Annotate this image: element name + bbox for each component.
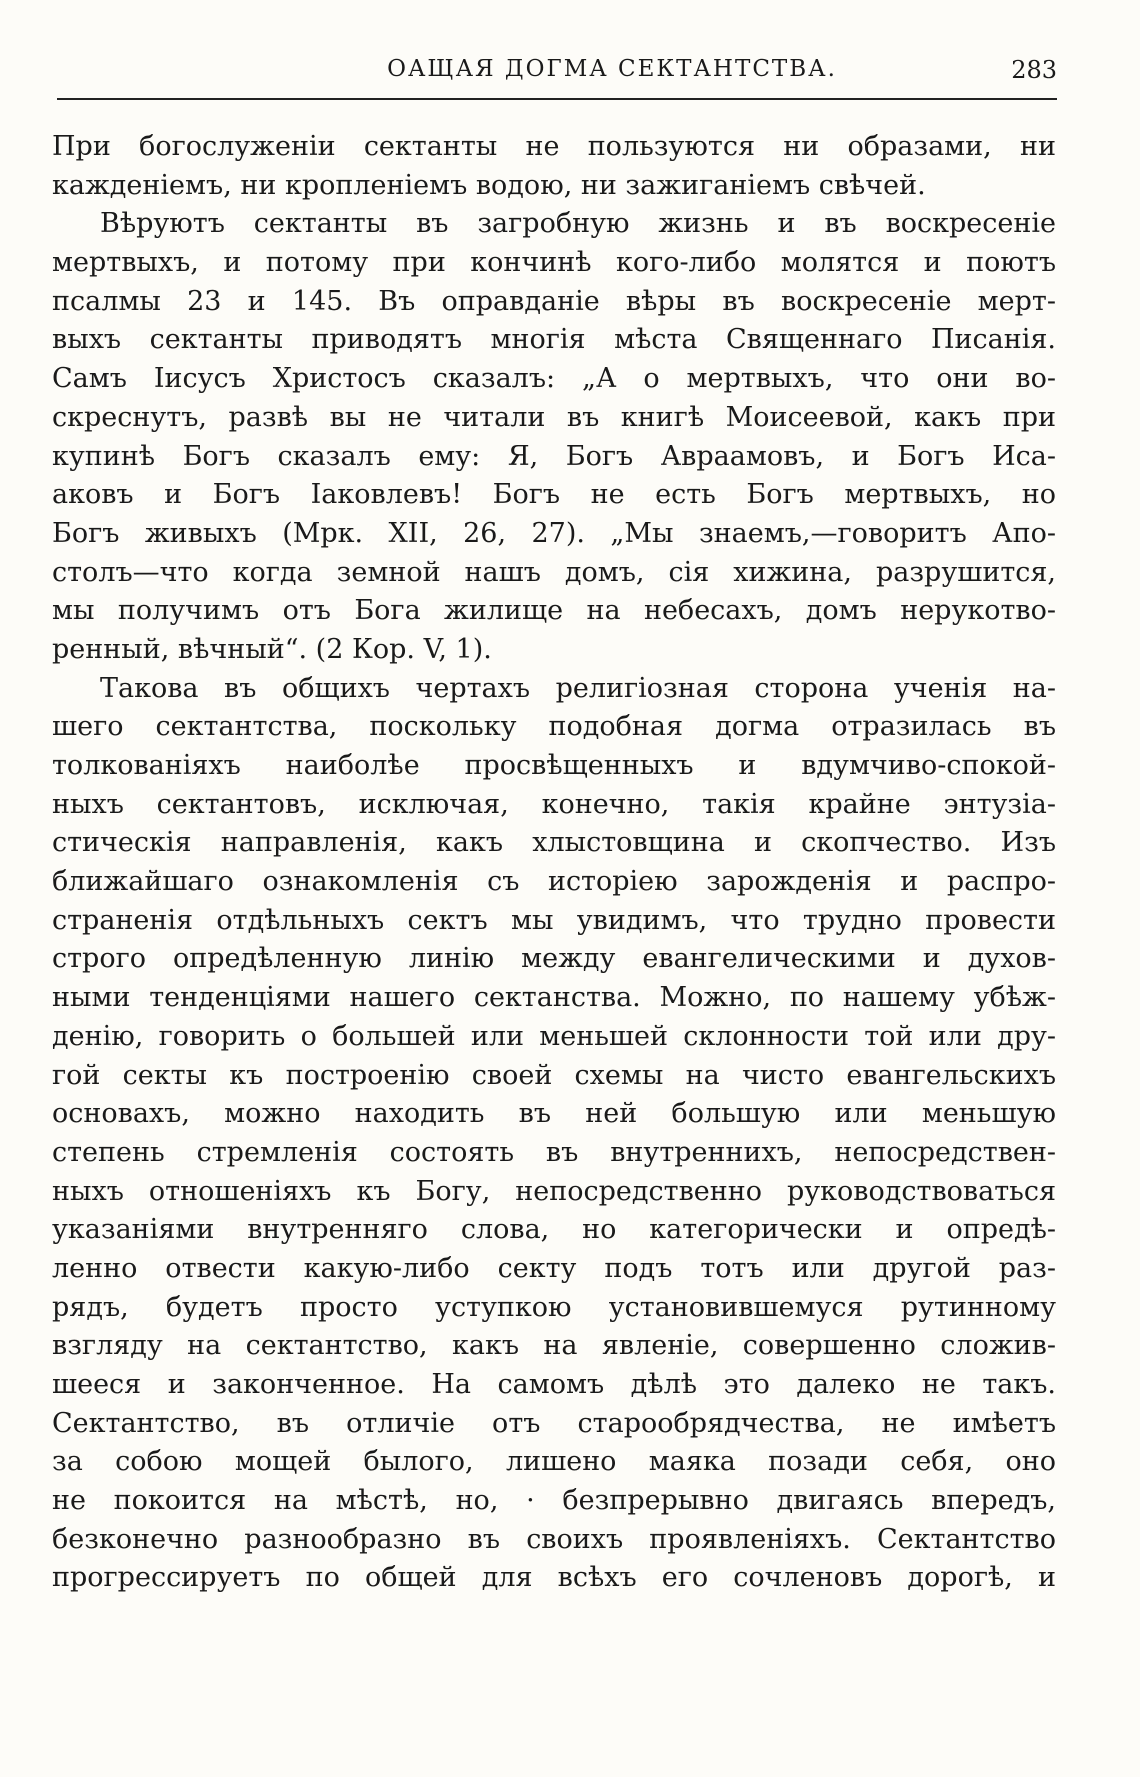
text-line: ными тенденціями нашего сектанства. Можно, по нашему убѣж- <box>52 982 1056 1014</box>
header-rule <box>57 98 1057 100</box>
text-line: Такова въ общихъ чертахъ религіозная сторона ученія на- <box>100 672 1056 704</box>
text-line: мертвыхъ, и потому при кончинѣ кого-либо молятся и поютъ <box>52 247 1056 279</box>
text-line: шего сектантства, поскольку подобная догма отразилась въ <box>52 711 1056 743</box>
text-line: При богослуженіи сектанты не пользуются ни образами, ни <box>52 131 1056 162</box>
text-line: гой секты къ построенію своей схемы на чисто евангельскихъ <box>52 1059 1056 1091</box>
text-line: указаніями внутренняго слова, но категорически и опредѣ- <box>52 1214 1056 1246</box>
text-line: рядъ, будетъ просто уступкою установившемуся рутинному <box>52 1291 1056 1323</box>
text-line: выхъ сектанты приводятъ многія мѣста Священнаго Писанія. <box>52 324 1056 356</box>
text-line: не покоится на мѣстѣ, но, · безпрерывно двигаясь впередъ, <box>52 1485 1056 1517</box>
text-line: безконечно разнообразно въ своихъ проявленіяхъ. Сектантство <box>52 1523 1056 1555</box>
page-header <box>57 56 1057 100</box>
text-line: денію, говорить о большей или меньшей склонности той или дру- <box>52 1020 1056 1052</box>
text-line: Богъ живыхъ (Мрк. XII, 26, 27). „Мы знаемъ,—говоритъ Апо- <box>52 517 1056 549</box>
text-line: мы получимъ отъ Бога жилище на небесахъ, домъ нерукотво- <box>52 595 1056 627</box>
paragraph-2 <box>52 205 1056 669</box>
text-line: за собою мощей былого, лишено маяка позади себя, оно <box>52 1446 1056 1478</box>
running-title: ОАЩАЯ ДОГМА СЕКТАНТСТВА. <box>387 56 837 82</box>
text-line: ленно отвести какую-либо секту подъ тотъ или другой раз- <box>52 1252 1056 1284</box>
text-line: стическія направленія, какъ хлыстовщина и скопчество. Изъ <box>52 827 1056 859</box>
text-line: прогрессируетъ по общей для всѣхъ его сочленовъ дорогѣ, и <box>52 1562 1056 1594</box>
text-line: шееся и законченное. На самомъ дѣлѣ это далеко не такъ. <box>52 1369 1056 1400</box>
paragraph-3 <box>52 670 1056 1599</box>
text-line: ренный, вѣчный“. (2 Кор. V, 1). <box>52 633 492 665</box>
text-line: ближайшаго ознакомленія съ исторіею зарожденія и распро- <box>52 866 1056 898</box>
text-line: Сектантство, въ отличіе отъ старообрядчества, не имѣетъ <box>52 1407 1056 1439</box>
text-line: толкованіяхъ наиболѣе просвѣщенныхъ и вдумчиво-спокой- <box>52 750 1056 781</box>
text-line: аковъ и Богъ Іаковлевъ! Богъ не есть Богъ мертвыхъ, но <box>52 479 1056 511</box>
text-line: строго опредѣленную линію между евангелическими и духов- <box>52 943 1056 975</box>
body-text <box>52 128 1056 1598</box>
text-line: псалмы 23 и 145. Въ оправданіе вѣры въ воскресеніе мерт- <box>52 285 1056 317</box>
text-line: кажденіемъ, ни кропленіемъ водою, ни зажиганіемъ свѣчей. <box>52 169 926 201</box>
text-line: купинѣ Богъ сказалъ ему: Я, Богъ Авраамовъ, и Богъ Иса- <box>52 440 1056 472</box>
text-line: столъ—что когда земной нашъ домъ, сія хижина, разрушится, <box>52 556 1056 588</box>
text-line: взгляду на сектантство, какъ на явленіе, совершенно сложив- <box>52 1330 1056 1362</box>
text-line: скреснутъ, развѣ вы не читали въ книгѣ Моисеевой, какъ при <box>52 401 1056 433</box>
text-line: Вѣруютъ сектанты въ загробную жизнь и въ воскресеніе <box>100 208 1056 240</box>
page-number: 283 <box>1011 56 1057 84</box>
text-line: Самъ Іисусъ Христосъ сказалъ: „А о мертвыхъ, что они во- <box>52 363 1056 395</box>
text-line: основахъ, можно находить въ ней большую или меньшую <box>52 1098 1056 1130</box>
text-line: страненія отдѣльныхъ сектъ мы увидимъ, что трудно провести <box>52 904 1056 936</box>
text-line: ныхъ сектантовъ, исключая, конечно, такія крайне энтузіа- <box>52 788 1056 820</box>
text-line: степень стремленія состоять въ внутреннихъ, непосредствен- <box>52 1136 1056 1168</box>
text-line: ныхъ отношеніяхъ къ Богу, непосредственно руководствоваться <box>52 1175 1056 1207</box>
paragraph-1 <box>52 128 1056 205</box>
